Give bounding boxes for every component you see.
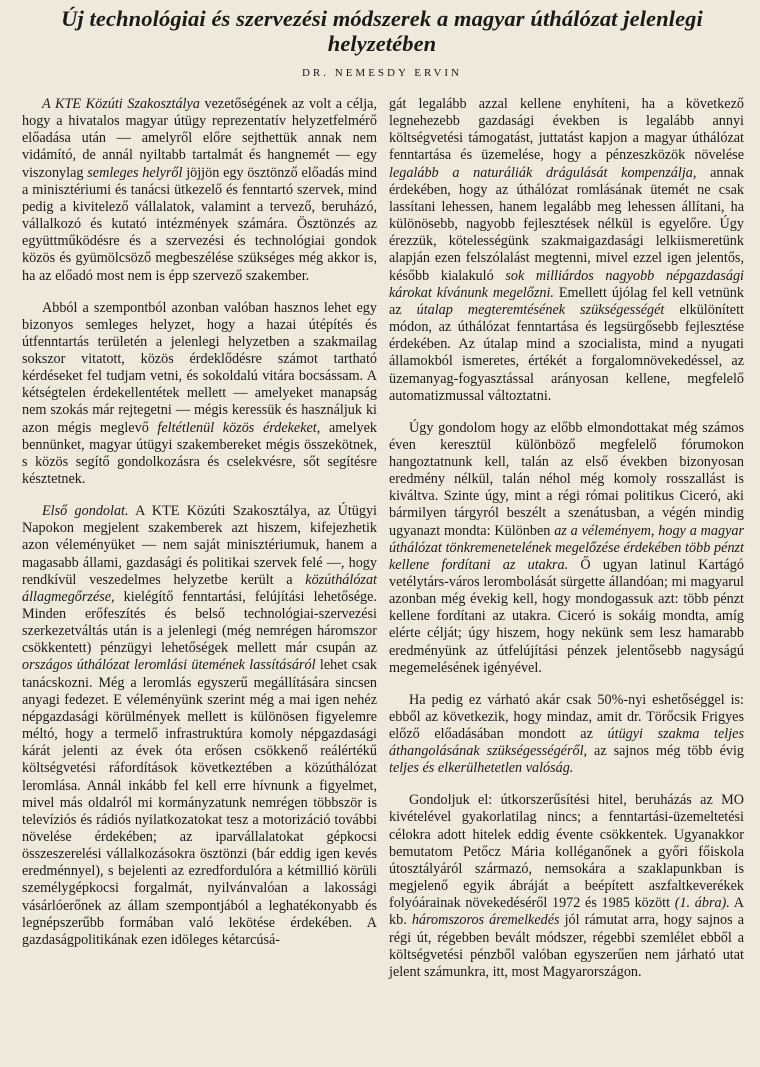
italic-emphasis: az a véleményem, hogy a magyar úthálózat tönkremenetelének megelőzése érdekében több pénzt kellene fordítani az utakra.: [389, 522, 744, 573]
text-run: A kb.: [389, 895, 744, 929]
article-body: [22, 96, 744, 981]
text-run: Abból a szempontból azonban valóban hasznos lehet egy bizonyos semleges helyzet, hogy a hazai útépítés és útfenntartás területén a jelenlegi helyzetben a szakmailag sokszor vitatott, közös érdeklődésre számot tartható kérdéseket fel tudjam vetni, és sokoldalú vitára bocsássam. A kétségtelen érdekellentétek mellett — amelyeket manapság nem szokás már rejtegetni — mégis keressük és használjuk ki azon mégis meglevő: [22, 299, 377, 436]
italic-emphasis: (1. ábra).: [674, 895, 730, 912]
text-run: jól rámutat arra, hogy sajnos a régi út, régebben bevált módszer, régebbi szemlélet ebből a költségvetési pénzből valóban egyszerűen nem járható utat jelent számunkra, itt, most Magyarországon.: [389, 912, 744, 980]
right-column: [389, 96, 744, 981]
article-title: Új technológiai és szervezési módszerek a magyar úthálózat jelenlegi helyzetében: [61, 6, 703, 56]
paragraph: [389, 692, 744, 778]
italic-emphasis: semleges helyről: [87, 164, 183, 181]
paragraph: [389, 96, 744, 405]
italic-emphasis: útalap megteremtésének szükségességét: [416, 301, 665, 318]
text-run: gát legalább azzal kellene enyhíteni, ha a következő legnehezebb gazdasági években is legalább annyi költségvetési támogatást, juttatást kapjon a magyar úthálózat fenntartása és üzemelése, hogy a pénzeszközök növelése: [389, 96, 744, 164]
italic-emphasis: közúthálózat állagmegőrzése,: [22, 571, 377, 605]
text-run: Ha pedig ez várható akár csak 50%-nyi eshetőséggel is: ebből az következik, hogy mindaz, amit dr. Törőcsik Frigyes előző előadásában mondott az: [389, 691, 744, 743]
italic-emphasis: teljes és elkerülhetetlen valóság.: [389, 760, 574, 777]
text-run: lehet csak tanácskozni. Még a leromlás egyszerű megállítására sincsen anyagi fedezet. E véleményünk szerint még a mai igen nehéz népgazdasági körülmények mellett is különösen figyelemre méltó, hogy a termelő infrastruktúra komoly népgazdasági kárát jelenti az évek óta erősen csökkenő reálértékű költségvetési ráfordítások következtében a közúthálózat leromlása. Annál inkább fel kell erre hívnunk a figyelmet, mivel más oldalról mi kormányzatunk nemrégen többször is televíziós és rádiós nyilatkozatokat tesz a motorizáció további növelése érdekében; az iparvállalatokat gépkocsi összeszerelési vállalkozásokra ösztönzi (bár eddig igen kevés eredménnyel), s bejelenti az ezredfordulóra a kétmillió körüli személygépkocsi forgalmát, nyilvánvalóan a lakossági vásárlóerőnek az állam szempontjából a leghatékonyabb és legnépszerűbb formában való lekötése érdekében. A gazdaságpolitikának ezen idöleges kétarcúsá-: [22, 657, 378, 948]
paragraph: [22, 96, 377, 285]
text-run: Emellett újólag fel kell vetnünk az: [389, 284, 744, 318]
italic-emphasis: háromszoros áremelkedés: [411, 912, 560, 929]
italic-emphasis: A KTE Közúti Szakosztálya: [42, 96, 200, 112]
italic-emphasis: feltétlenül közös érdekeket,: [157, 419, 321, 436]
text-run: kielégítő fenntartási, felújítási lehetősége. Minden erőfeszítés és belső technológiai-szervezési szerkezetváltás után is a jelenlegi (még nemrégen háromszor csökkentett) pénzügyi lehetőségek mellett már csupán az: [22, 588, 377, 657]
text-run: jöjjön egy ösztönző előadás mind a minisztériumi és tanácsi ütkezelő és fenntartó szervek, mind pedig a kivitelező vállalatok, valamint a tervező, beruházó, vállalkozó és kutató intézmények számára. Ösztönzés az együttműködésre és a szervezési és technológiai gondok közös és gyümölcsöző megbeszélése szükséges még akkor is, ha az előadó most nem is épp szervező szakember.: [22, 164, 378, 284]
text-run: Ő ugyan latinul Kartágó vetélytárs-város lerombolását sürgette állandóan; mi magyarul azonban még évekig kell, hogy mondogassuk azt: több pénzt kellene fordítani az utakra. Ciceró is sokáig mondta, amíg elérte célját; úgy hiszem, hogy nekünk sem lesz hamarabb eredményünk az útfelújítási pénzek jelentősebb nagyságú megemelésének igényével.: [389, 556, 744, 676]
paragraph: [22, 503, 377, 949]
text-run: az sajnos még több évig: [587, 743, 744, 760]
article-author: DR. NEMESDY ERVIN: [301, 67, 463, 79]
italic-emphasis: útügyi szakma teljes áthangolásának szükségességéről,: [389, 726, 744, 760]
text-run: annak érdekében, hogy az úthálózat romlásának ütemét ne csak lassítani lehessen, hanem legalább meg lehessen állítani, ha különösebb, nagyobb fejlesztések nélkül is egyelőre. Úgy érezzük, kötelességünk szakmaigazdasági lelkiismeretünk alapján ezen felszólalást megtenni, mivel ezzel igen jelentős, később kialakuló: [389, 164, 744, 284]
paragraph: [22, 300, 377, 489]
italic-emphasis: sok milliárdos nagyobb népgazdasági károkat kívánunk megelőzni.: [389, 267, 744, 301]
text-run: vezetőségének az volt a célja, hogy a hivatalos magyar útügy reprezentatív helyzetfelmérő előadása után — amelyről előre sejthettük annak nem vidámító, de annál nyiltabb tartalmát és hangnemét — egy viszonylag: [22, 96, 377, 181]
text-run: A KTE Közúti Szakosztálya, az Útügyi Napokon megjelent szakemberek azt hiszem, kifejezhetik azon véleményüket — nem saját minisztériumuk, hanem a magasabb állami, gazdasági és politikai szervek felé —, hogy rendkívül veszedelmes helyzetbe került a: [22, 503, 377, 588]
text-run: elkülönített módon, az úthálózat fenntartása és legsürgősebb fejlesztése érdekében. Az útalap mind a szocialista, mind a nyugati államokból ismeretes, értékét a forgalomnövekedéssel, az üzemanyag-fogyasztással arányosan kellene, megfelelő automatizmussal változtatni.: [389, 301, 744, 404]
text-run: Úgy gondolom hogy az előbb elmondottakat még számos éven keresztül különböző megfelelő fórumokon hangoztatnunk kell, talán az első években bizonyosan eredmény nélkül, talán néhol még komoly rosszallást is kiváltva. Szinte úgy, mint a régi római politikus Ciceró, aki bármilyen tárgyról beszélt a szenátusban, a végén mindig ugyanazt mondta: Különben: [389, 419, 744, 539]
text-run: amelyek bennünket, magyar útügyi szakembereket mégis összekötnek, s közös segítő gondolkozásra és cselekvésre, sőt segítésre késztetnek.: [22, 419, 377, 488]
paragraph: [389, 420, 744, 677]
paragraph: [389, 792, 744, 981]
italic-emphasis: Első gondolat.: [42, 503, 129, 520]
italic-emphasis: országos úthálózat leromlási ütemének lassításáról: [22, 657, 316, 674]
text-run: Gondoljuk el: útkorszerűsítési hitel, beruházás az MO kivételével gyakorlatilag nincs; a fenntartási-üzemeltetési célokra adott hitelek eddig évente csökkentek. Ugyanakkor bemutatom Petőcz Mária kolléganőnek a győri főiskola útosztályáról származó, nemsokára a szaklapunkban is megjelenő egyik ábráját a beépített aszfaltkeverékek folyóárainak növekedéséről 1972 és 1985 között: [389, 792, 744, 912]
italic-emphasis: legalább a naturáliák drágulását kompenzálja,: [389, 164, 697, 181]
left-column: [22, 96, 377, 981]
